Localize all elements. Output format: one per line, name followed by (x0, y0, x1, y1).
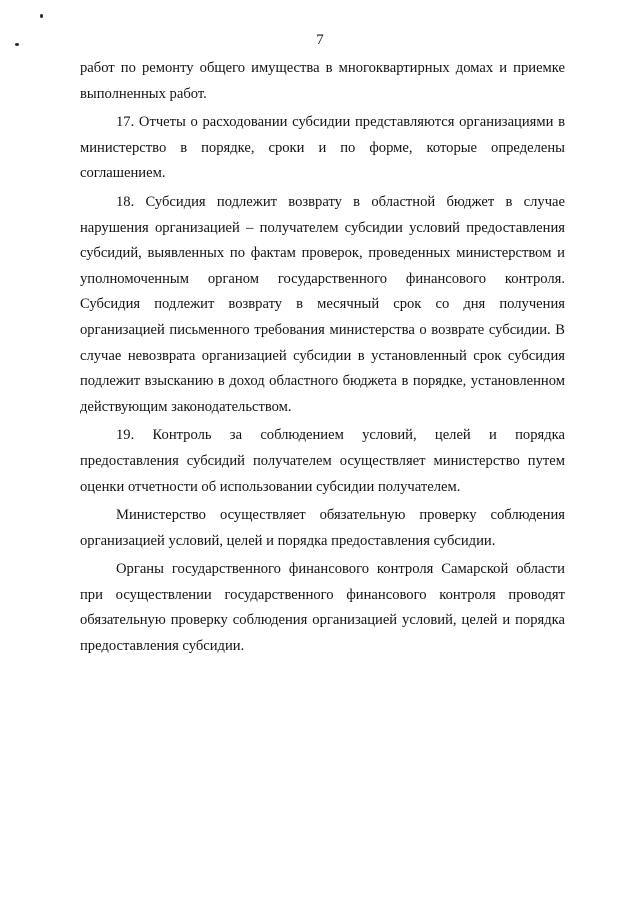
paragraph-item-19: 19. Контроль за соблюдением условий, целей и порядка предоставления субсидий получателем осуществляет министерство путем оценки отчетности об использовании субсидии получателем. (80, 427, 565, 495)
page-number: 7 (316, 32, 324, 48)
paragraph-item-17: 17. Отчеты о расходовании субсидии представляются организациями в министерство в порядке, сроки и по форме, которые определены соглашением. (80, 114, 565, 182)
scan-speck (40, 14, 43, 18)
paragraph-ministry-check: Министерство осуществляет обязательную проверку соблюдения организацией условий, целей и порядка предоставления субсидии. (80, 507, 565, 549)
paragraph-item-18: 18. Субсидия подлежит возврату в областной бюджет в случае нарушения организацией – получателем субсидии условий предоставления субсидий, выявленных по фактам проверок, проведенных министерством и уполномоченным органом государственного финансового контроля. Субсидия подлежит возврату в месячный срок со дня получения организацией письменного требования министерства о возврате субсидии. В случае невозврата организацией субсидии в установленный срок субсидия подлежит взысканию в доход областного бюджета в порядке, установленном действующим законодательством. (80, 193, 565, 415)
document-body (80, 56, 565, 660)
paragraph-financial-control: Органы государственного финансового контроля Самарской области при осуществлении государственного финансового контроля проводят обязательную проверку соблюдения организацией условий, целей и порядка предоставления субсидии. (80, 561, 565, 655)
paragraph-continuation: работ по ремонту общего имущества в многоквартирных домах и приемке выполненных работ. (80, 60, 565, 102)
